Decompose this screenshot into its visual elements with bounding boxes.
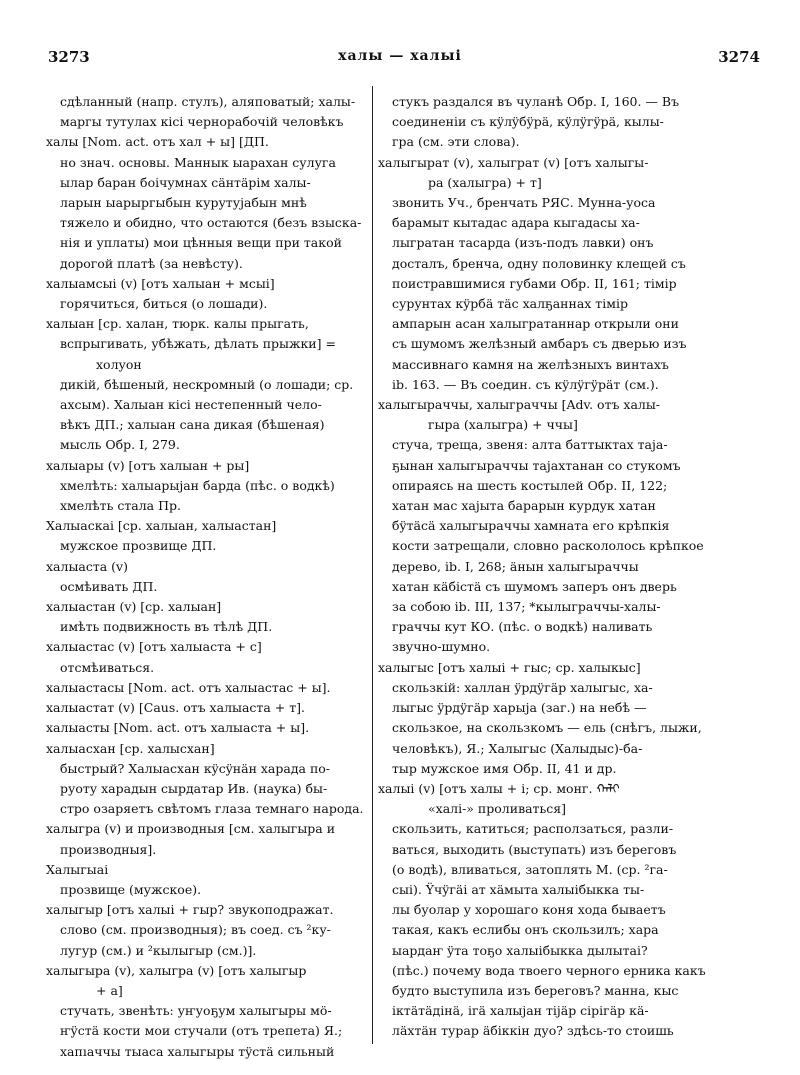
entry-text-line: ваться, выходить (выступать) изъ береговъ	[392, 841, 677, 857]
entry-text-line: массивнаго камня на желѣзныхъ винтахъ	[392, 356, 669, 372]
entry-headword-line: халыгыра (v), халыгра (v) [отъ халыгыр	[46, 962, 307, 978]
entry-text-line: ларын ыарыргыбын курутуjабын мнѣ	[60, 195, 307, 211]
entry-text-line: кости затрещали, словно раскололось крѣпкое	[392, 538, 704, 554]
entry-headword-line: халыан [ср. халан, тюрк. калы прыгать,	[46, 316, 309, 332]
entry-text-line: лыгыс ÿрдÿгäр харыjа (заг.) на небѣ —	[392, 700, 647, 716]
entry-text-line: съ шумомъ желѣзный амбаръ съ дверью изъ	[392, 336, 687, 352]
entry-text-line: стуча, треща, звеня: алта баттыктах таjа-	[392, 437, 668, 453]
entry-headword-line: халыастан (v) [ср. халыан]	[46, 599, 222, 615]
entry-text-line: тыр мужское имя Обр. II, 41 и др.	[392, 760, 617, 776]
column-divider	[372, 86, 373, 1044]
entry-headword-line: халыаста (v)	[46, 558, 129, 574]
entry-text-line: стукъ раздался въ чуланѣ Обр. I, 160. — Въ	[392, 94, 680, 109]
entry-text-line: имѣть подвижность въ тѣлѣ ДП.	[60, 619, 273, 635]
entry-headword-line: халыгыр [отъ халыі + гыр? звукоподражат.	[46, 902, 334, 918]
entry-text-line: сыі). Ÿчÿгäі ат хäмыта халыібыкка ты-	[392, 881, 645, 897]
entry-text-line: (о водѣ), вливаться, затоплять М. (ср. ²га-	[392, 861, 668, 877]
entry-headword-line: халыастат (v) [Caus. отъ халыаста + т].	[46, 700, 305, 716]
entry-text-line: сдѣланный (напр. стулъ), аляповатый; халы-	[60, 94, 356, 109]
entry-text-line: скользкій: халлан ÿрдÿгäр халыгыс, ха-	[392, 679, 653, 695]
entry-text-line: (пѣс.) почему вода твоего черного ерника какъ	[392, 962, 706, 978]
entry-text-line: мысль Обр. I, 279.	[60, 437, 180, 453]
entry-text-line: вѣкъ ДП.; халыан сана дикая (бѣшеная)	[60, 417, 325, 433]
entry-text-line: хмелѣть: халыарыjан барда (пѣс. о водкѣ)	[60, 477, 335, 493]
entry-headword-line: халы [Nom. act. отъ хал + ы] [ДП.	[46, 134, 269, 150]
entry-headword-line: халыасты [Nom. act. отъ халыаста + ы].	[46, 720, 310, 736]
entry-text-line: тяжело и обидно, что остаются (безъ взыска-	[60, 215, 362, 231]
entry-headword-line: халыастасы [Nom. act. отъ халыастас + ы].	[46, 679, 331, 695]
entry-text-line: хапıаччы тыаса халыгыры тÿстä сильный	[60, 1043, 335, 1059]
entry-text-line: ib. 163. — Въ соедин. съ кÿлÿгÿрäт (см.).	[392, 376, 659, 392]
entry-text-line: лыгратан тасарда (изъ-подъ лавки) онъ	[392, 235, 654, 251]
entry-text-line: звучно-шумно.	[392, 639, 491, 655]
entry-text-line: барамыт кытадас адара кыгадасы ха-	[392, 215, 640, 231]
entry-text-line: скользкое, на скользкомъ — ель (снѣгъ, лыжи,	[392, 720, 702, 736]
page-number-left: 3273	[48, 48, 90, 66]
entry-text-line: сурунтах кÿрбä тäс халҕаннах тімір	[392, 296, 628, 312]
running-head: халы — халыі	[338, 48, 462, 64]
page-header	[40, 48, 760, 70]
entry-text-line: лäхтäн турар äбіккін дуо? здѣсь-то стоишь	[392, 1023, 674, 1039]
entry-text-line: дорогой платѣ (за невѣсту).	[60, 255, 243, 271]
entry-text-line: дикій, бѣшеный, нескромный (о лошади; ср.	[60, 376, 354, 392]
entry-headword-line: халыастас (v) [отъ халыаста + с]	[46, 639, 262, 655]
entry-text-line: стучать, звенѣть: уҥуоҕум халыгыры мö-	[60, 1003, 332, 1019]
entry-headword-line: халыгыраччы, халыграччы [Adv. отъ халы-	[378, 397, 661, 413]
entry-text-line: вспрыгивать, убѣжать, дѣлать прыжки] =	[60, 336, 336, 352]
entry-text-line: хмелѣть стала Пр.	[60, 498, 181, 514]
entry-text-line: опираясь на шесть костылей Обр. II, 122;	[392, 477, 668, 493]
entry-text-line: лы буолар у хорошаго коня хода бываетъ	[392, 902, 666, 918]
entry-text-line: производныя].	[60, 841, 157, 857]
entry-text-line: соединеніи съ кÿлÿбÿрä, кÿлÿгÿрä, кылы-	[392, 114, 664, 130]
entry-text-line: хатан мас хаjыта барарын курдук хатан	[392, 498, 656, 514]
entry-text-line: хатан кäбістä съ шумомъ заперъ онъ дверь	[392, 578, 677, 594]
entry-text-line: отсмѣиваться.	[60, 659, 155, 675]
entry-headword-line: халыгырат (v), халыграт (v) [отъ халыгы-	[378, 154, 649, 170]
entry-headword-line: халыгыс [отъ халыі + гыс; ср. халыкыс]	[378, 659, 641, 675]
entry-text-line: такая, какъ еслибы онъ скользилъ; хара	[392, 922, 659, 938]
entry-text-line: «халі-» проливаться]	[428, 801, 567, 817]
entry-text-line: нія и уплаты) мои цѣнныя вещи при такой	[60, 235, 342, 251]
entry-text-line: руоту харадын сырдатар Ив. (наука) бы-	[60, 780, 328, 796]
entry-headword-line: Халыаскаі [ср. халыан, халыастан]	[46, 518, 277, 534]
entry-text-line: будто выступила изъ береговъ? манна, кыс	[392, 982, 679, 998]
entry-text-line: холуон	[96, 356, 142, 372]
entry-text-line: граччы кут КО. (пѣс. о водкѣ) наливать	[392, 619, 653, 635]
entry-headword-line: халыары (v) [отъ халыан + ры]	[46, 457, 250, 473]
entry-headword-line: Халыгыаі	[46, 861, 109, 877]
entry-text-line: + а]	[96, 982, 123, 998]
entry-text-line: лугур (см.) и ²кылыгыр (см.)].	[60, 942, 257, 958]
entry-text-line: горячиться, биться (о лошади).	[60, 296, 268, 312]
right-column	[378, 92, 762, 1042]
entry-text-line: бÿтäсä халыгыраччы хамната его крѣпкія	[392, 518, 670, 534]
entry-headword-line: халыгра (v) и производныя [см. халыгыра и	[46, 821, 336, 837]
entry-text-line: ра (халыгра) + т]	[428, 174, 542, 190]
entry-text-line: ҕынан халыгыраччы таjахтанан со стукомъ	[392, 457, 681, 473]
entry-text-line: ыардаҥ ÿта тоҕо халыібыкка дылытаі?	[392, 942, 648, 958]
entry-text-line: ампарын асан халыгратаннар открыли они	[392, 316, 679, 332]
entry-text-line: осмѣивать ДП.	[60, 578, 158, 594]
entry-text-line: іктäтäдінä, ігä халыjан тіjäр сірігäр кä-	[392, 1003, 649, 1019]
entry-text-line: звонить Уч., бренчать РЯС. Мунна-уоса	[392, 195, 656, 211]
entry-headword-line: халыі (v) [отъ халы + і; ср. монг. ᠬᠠᠯᠢ	[378, 780, 620, 796]
entry-text-line: прозвище (мужское).	[60, 881, 202, 897]
entry-text-line: скользить, катиться; расползаться, разли-	[392, 821, 674, 837]
entry-text-line: ахсым). Халыан кісі нестепенный чело-	[60, 397, 322, 413]
entry-text-line: но знач. основы. Маннык ыарахан сулуга	[60, 154, 336, 170]
entry-text-line: мужское прозвище ДП.	[60, 538, 217, 554]
entry-text-line: маргы тутулах кісі чернорабочій человѣкъ	[60, 114, 344, 130]
entry-text-line: человѣкъ), Я.; Халыгыс (Халыдыс)-ба-	[392, 740, 643, 756]
entry-text-line: гра (см. эти слова).	[392, 134, 520, 150]
entry-text-line: стро озаряетъ свѣтомъ глаза темнаго народа.	[60, 801, 364, 817]
entry-text-line: поистравшимися губами Обр. II, 161; тімір	[392, 275, 677, 291]
entry-headword-line: халыасхан [ср. халысхан]	[46, 740, 215, 756]
entry-text-line: слово (см. производныя); въ соед. съ ²ку-	[60, 922, 331, 938]
entry-text-line: гыра (халыгра) + ччы]	[428, 417, 578, 433]
entry-text-line: досталъ, бренча, одну половинку клещей съ	[392, 255, 686, 271]
entry-text-line: ҥÿстä кости мои стучали (отъ трепета) Я.;	[60, 1023, 343, 1039]
entry-headword-line: халыамсыі (v) [отъ халыан + мсыі]	[46, 275, 275, 291]
entry-text-line: быстрый? Халыасхан кÿсÿнäн харада по-	[60, 760, 331, 776]
entry-text-line: дерево, ib. I, 268; äнын халыгыраччы	[392, 558, 639, 574]
entry-text-line: ылар баран боічумнах сäнтäрім халы-	[60, 174, 311, 190]
entry-text-line: за собою ib. III, 137; *кылыграччы-халы-	[392, 599, 661, 615]
page-number-right: 3274	[718, 48, 760, 66]
left-column	[46, 92, 368, 1062]
